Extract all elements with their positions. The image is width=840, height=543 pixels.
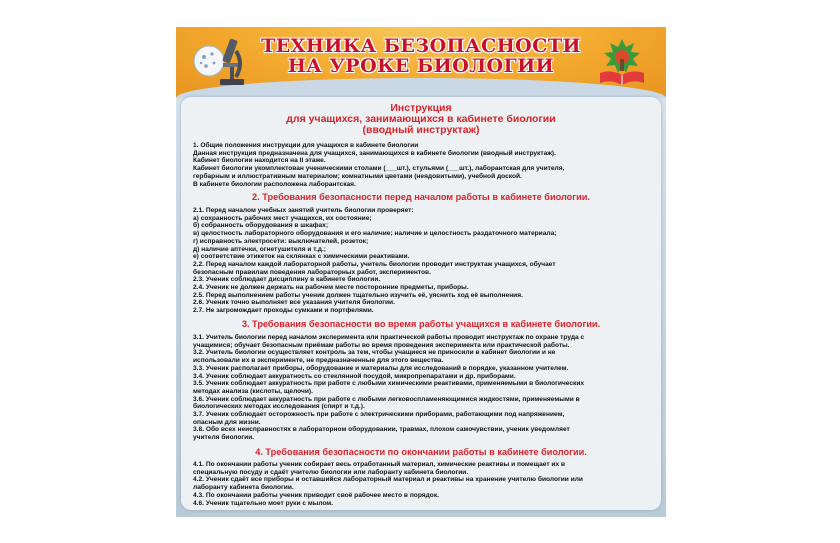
section3-line: 3.5. Ученик соблюдает аккуратность при работе с любыми химическими реактивами, применяемыми в биологических	[193, 380, 585, 388]
section1-line: Данная инструкция предназначена для учащихся, занимающихся в кабинете биологии (вводный инструктаж).	[193, 149, 556, 157]
section2-body	[193, 207, 653, 315]
section3-line: 3.2. Учитель биологии осуществляет контроль за тем, чтобы учащиеся не приносили в кабинет биологии и не	[193, 349, 556, 357]
instruction-subtitle-note: (вводный инструктаж)	[362, 124, 480, 136]
section4-line: специальную посуду и сдаёт учителю биологии или лаборанту кабинета биологии.	[193, 468, 469, 476]
section2-line: г) исправность электросети: выключателей, розеток;	[193, 237, 369, 245]
section4-line: 4.1. По окончании работы ученик собирает весь отработанный материал, химические реактивы и помещает их в	[193, 461, 566, 468]
section1-line: Кабинет биологии укомплектован ученическими столами (___шт.), стульями (___шт.), лаборантская для учителя,	[193, 165, 565, 173]
section2-line: 2.4. Ученик не должен держать на рабочем месте посторонние предметы, приборы.	[193, 284, 469, 292]
section1-line: В кабинете биологии расположена лаборантская.	[193, 180, 356, 188]
section4-line: 4.2. Ученик сдаёт все приборы и оставшийся лабораторный материал и реактивы на хранение учителю биологии или	[193, 476, 583, 484]
section2-line: е) соответствие этикеток на склянках с химическими реактивами.	[193, 253, 410, 261]
microscope-icon	[192, 33, 248, 89]
section4-line: лаборанту кабинета биологии.	[193, 484, 294, 492]
section2-line: 2.1. Перед началом учебных занятий учитель биологии проверяет:	[193, 207, 414, 214]
section1-line: Кабинет биологии находится на II этаже.	[193, 157, 326, 165]
section3-line: 3.8. Обо всех неисправностях в лабораторном оборудовании, травмах, плохом самочувствии, ученик уведомляет	[193, 426, 570, 434]
safety-poster	[176, 27, 666, 517]
section3-line: 3.4. Ученик соблюдает аккуратность со стеклянной посудой, микропрепаратами и др. приборами.	[193, 372, 516, 380]
section1-body	[193, 142, 653, 188]
section4-line: 4.3. По окончании работы ученик приводит своё рабочее место в порядок.	[193, 491, 439, 499]
section3-heading: 3. Требования безопасности во время работы учащихся в кабинете биологии.	[241, 319, 601, 329]
section2-line: безопасным правилам поведения лабораторных работ, экспериментов.	[193, 268, 431, 276]
book-emblem-icon	[596, 33, 648, 87]
section2-line: 2.6. Ученик точно выполняет все указания учителя биологии.	[193, 299, 395, 307]
section3-line: 3.6. Ученик соблюдает аккуратность при работе с любыми легковоспламеняющимися жидкостями, применяемыми в	[193, 395, 580, 403]
section4-body	[193, 461, 653, 507]
section3-line: использовали их в эксперименте, не предназначенные для этого вещества.	[193, 357, 444, 365]
section3-line: биологических методах исследования (спирт и т.д.).	[193, 403, 365, 411]
section2-line: 2.3. Ученик соблюдает дисциплину в кабинете биологии.	[193, 276, 381, 284]
section4-heading: 4. Требования безопасности по окончании работы в кабинете биологии.	[255, 447, 587, 457]
section2-line: д) наличие аптечки, огнетушителя и т.д.;	[193, 245, 327, 253]
section2-line: а) сохранность рабочих мест учащихся, их состояние;	[193, 214, 372, 222]
section2-line: 2.5. Перед выполнением работы ученик должен тщательно изучить её, уяснить ход её выполнения.	[193, 291, 523, 299]
section2-line: 2.2. Перед началом каждой лабораторной работы, учитель биологии проводит инструктаж учащихся, обучает	[193, 260, 556, 268]
instruction-title: Инструкция	[390, 102, 452, 114]
section2-line: в) целостность лабораторного оборудования и его наличие; наличие и целостность раздаточного материала;	[193, 230, 557, 238]
section3-body	[193, 334, 653, 442]
instruction-panel	[181, 97, 661, 510]
section2-line: 2.7. Не загромождает проходы сумками и портфелями.	[193, 307, 374, 315]
section3-line: опасным для жизни.	[193, 418, 261, 426]
section3-line: 3.3. Ученик располагает приборы, оборудование и материалы для исследований в порядке, указанном учителем.	[193, 364, 569, 372]
poster-title-line2: НА УРОКЕ БИОЛОГИИ	[287, 55, 555, 77]
section3-line: 3.1. Учитель биологии перед началом эксперимента или практической работы проводит инструктаж по охране труда с	[193, 334, 585, 341]
instruction-subtitle: для учащихся, занимающихся в кабинете биологии	[286, 113, 556, 125]
poster-title-line1: ТЕХНИКА БЕЗОПАСНОСТИ	[261, 35, 581, 57]
section4-line: 4.6. Ученик тщательно моет руки с мылом.	[193, 499, 334, 507]
section2-heading: 2. Требования безопасности перед началом работы в кабинете биологии.	[252, 192, 590, 202]
section1-line: 1. Общие положения инструкции для учащихся в кабинете биологии	[193, 142, 419, 149]
section3-line: 3.7. Ученик соблюдает осторожность при работе с электрическими приборами, работающими под напряжением,	[193, 411, 565, 419]
section2-line: б) собранность оборудования в шкафах;	[193, 222, 329, 230]
section3-line: учителя биологии.	[193, 434, 255, 442]
section3-line: методах анализа (кислоты, щелочи).	[193, 387, 313, 395]
section3-line: учащимися; обучает безопасным приёмам работы во время проведения эксперимента или практической работы.	[193, 341, 570, 349]
section1-line: гербарным и иллюстративным материалом; комнатными цветами (неядовитыми), учебной доской.	[193, 172, 522, 180]
